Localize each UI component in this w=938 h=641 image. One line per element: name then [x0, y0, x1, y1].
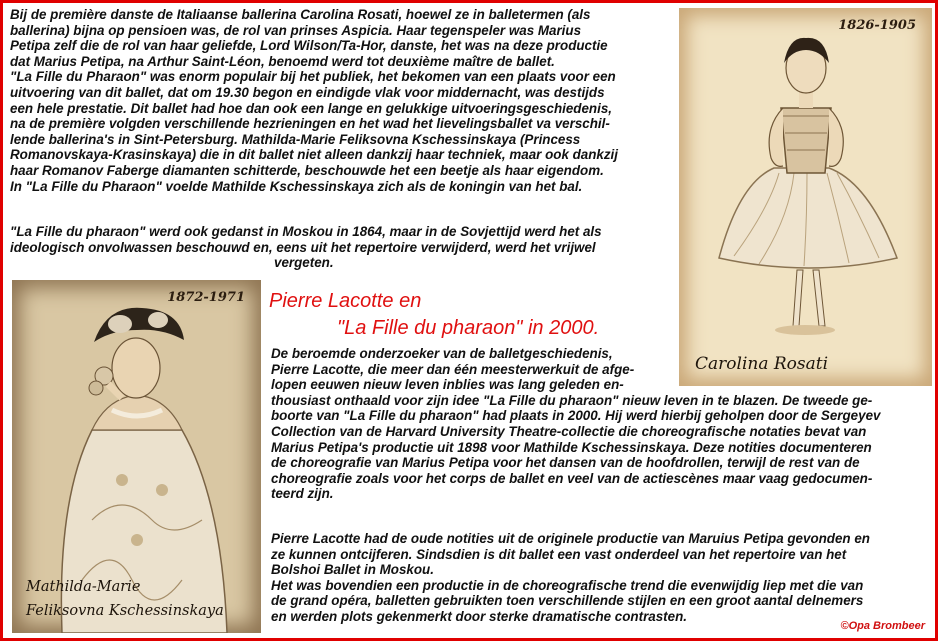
rosati-illustration: [679, 8, 932, 386]
portrait-carolina-rosati: [679, 8, 932, 386]
article-paragraph-2: [10, 224, 675, 271]
paragraph-3-text: De beroemde onderzoeker van de balletgeschiedenis, Pierre Lacotte, die meer dan één meesterwerkuit de afge- lopen eeuwen nieuw leven inblies was lang geleden en- thousiast onthaald voor zijn idee "La Fille du pharaon" nieuw leven in te blazen. De tweede ge- boorte van "La Fille du pharaon" had plaats in 2000. Hij werd hierbij geholpen door de Sergeyev Collection van de Harvard University Theatre-collectie die choreografische notaties bevat van Marius Petipa's productie uit 1898 voor Mathilde Kschessinskaya. Deze notities documenteren de choreografie van Marius Petipa voor het dansen van de hoofdrollen, terwijl de rest van de choreografie zoals voor het corps de ballet en veel van de actiescènes maar vaag gedocumen- teerd zijn.: [271, 346, 881, 502]
mathilda-caption-line-2: Feliksovna Kschessinskaya: [26, 603, 224, 619]
copyright-credit: ©Opa Brombeer: [840, 620, 925, 632]
paragraph-4-text: Pierre Lacotte had de oude notities uit de originele productie van Maruius Petipa gevonden en ze kunnen ontcijferen. Sindsdien is dit ballet een vast onderdeel van het repertoire van het Bolshoi Ballet in Moskou. Het was bovendien een productie in de choreografische trend die evenwijdig liep met die van de grand opéra, balletten gebruikten toen verschillende stijlen en een groot aantal delnemers en werden plots gekenmerkt door sterke dramatische contrasten.: [271, 531, 870, 624]
portrait-mathilda-kschessinskaya: [12, 280, 261, 633]
paragraph-2-tail: vergeten.: [274, 255, 334, 271]
article-paragraph-4: [271, 531, 931, 625]
rosati-years: 1826-1905: [838, 18, 916, 33]
section-heading-line-1: Pierre Lacotte en: [269, 290, 422, 312]
article-paragraph-1: [10, 7, 675, 194]
rosati-caption: Carolina Rosati: [695, 354, 829, 374]
paragraph-2-text: "La Fille du pharaon" werd ook gedanst in Moskou in 1864, maar in de Sovjettijd werd het als ideologisch onvolwassen beschouwd en, eens uit het repertoire verwijderd, werd het vrijwel: [10, 224, 602, 255]
mathilda-caption-line-1: Mathilda-Marie: [26, 579, 141, 595]
paragraph-1-text: Bij de première danste de Italiaanse ballerina Carolina Rosati, hoewel ze in balletermen (als ballerina) bijna op pensioen was, de rol van prinses Aspicia. Haar tegenspeler was Marius Petipa zelf die de rol van haar geliefde, Lord Wilson/Ta-Hor, danste, het was na deze productie dat Marius Petipa, na Arthur Saint-Léon, benoemd werd tot deuxième maître de ballet. "La Fille du Pharaon" was enorm populair bij het publiek, het bekomen van een plaats voor een uitvoering van dit ballet, dat om 19.30 begon en eindigde vlak voor middernacht, was destijds een hele prestatie. Dit ballet had hoe dan ook een lange en gelukkige uitvoeringsgeschiedenis, na de première volgden verschillende hezrieningen en het wad het lievelingsballet va verschil- lende ballerina's in Sint-Petersburg. Mathilda-Marie Feliksovna Kschessinskaya (Princess Romanovskaya-Krasinskaya) die in dit ballet niet alleen dankzij haar techniek, maar ook dankzij haar Romanov Faberge diamanten schitterde, beschouwde het een beetje als haar eigendom. In "La Fille du Pharaon" voelde Mathilde Kschessinskaya zich als de koningin van het bal.: [10, 7, 618, 194]
mathilda-years: 1872-1971: [167, 290, 245, 305]
section-heading-line-2: "La Fille du pharaon" in 2000.: [337, 317, 600, 339]
